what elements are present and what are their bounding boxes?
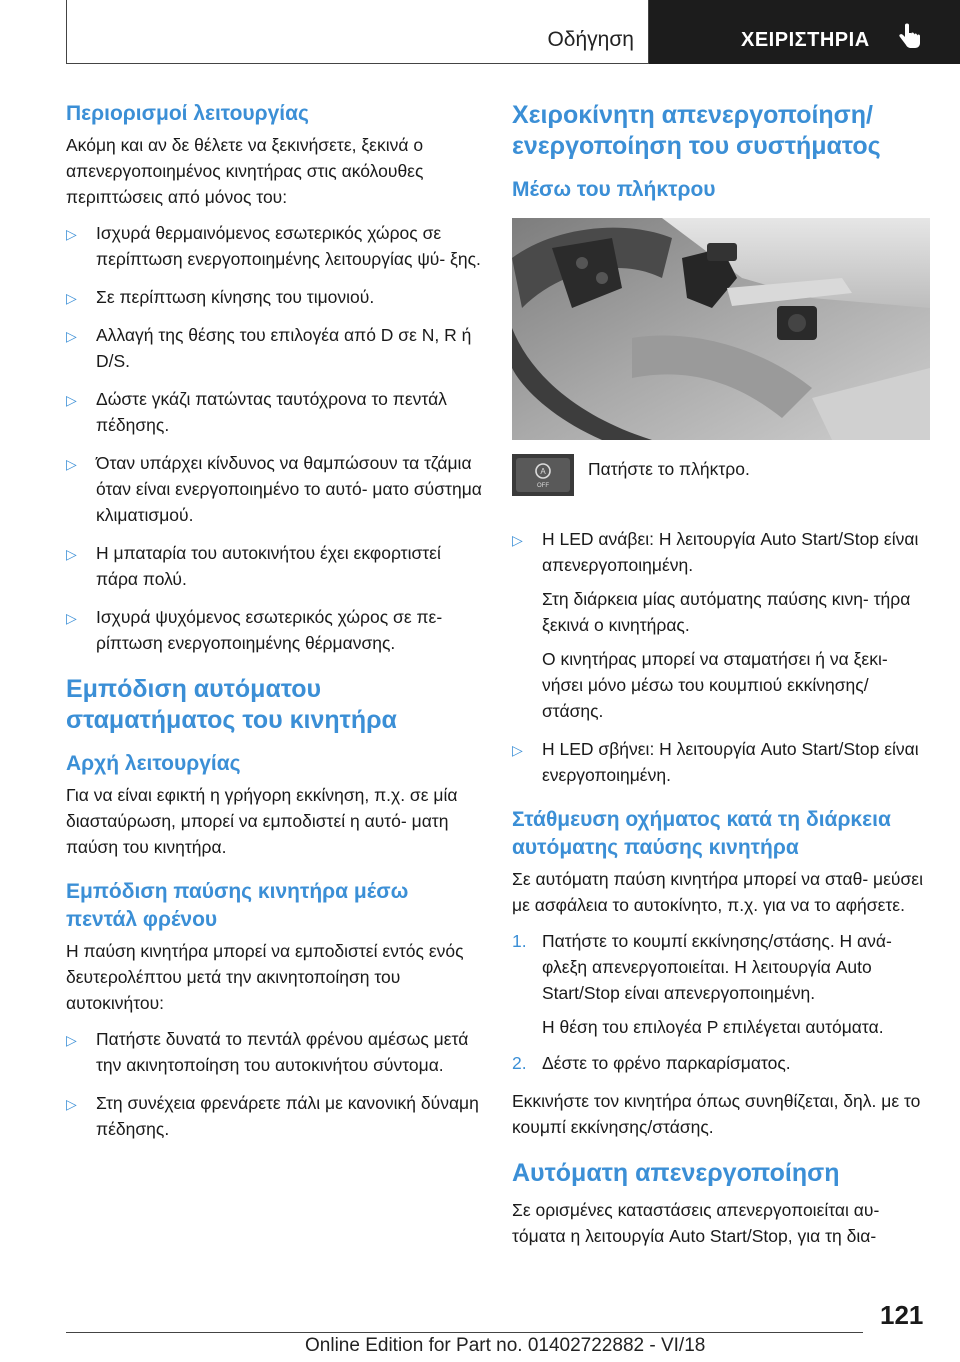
list-item: ▷ Πατήστε δυνατά το πεντάλ φρένου αμέσως μετά την ακινητοποίηση του αυτοκινήτου σύντομα. — [66, 1029, 469, 1075]
list-item: ▷ Η μπαταρία του αυτοκινήτου έχει εκφορτιστεί πάρα πολύ. — [66, 543, 441, 589]
list-item: ▷ Ισχυρά θερμαινόμενος εσωτερικός χώρος σε περίπτωση ενεργοποιημένης λειτουργίας ψύ‐ ξης. — [66, 223, 481, 269]
triangle-right-icon: ▷ — [512, 532, 523, 548]
list-item: 2. Δέστε το φρένο παρκαρίσματος. — [512, 1053, 791, 1073]
triangle-right-icon: ▷ — [66, 392, 77, 408]
principle-heading: Αρχή λειτουργίας — [66, 752, 241, 775]
list-item: ▷ Σε περίπτωση κίνησης του τιμονιού. — [66, 284, 484, 310]
svg-text:A: A — [540, 467, 546, 476]
auto-off-heading: Αυτόματη απενεργοποίηση — [512, 1159, 840, 1187]
footer-divider — [66, 1332, 863, 1333]
brake-heading: Εμπόδιση παύσης κινητήρα μέσω πεντάλ φρένου — [66, 880, 409, 931]
park-heading: Στάθμευση οχήματος κατά τη διάρκεια αυτόματης παύσης κινητήρα — [512, 808, 891, 859]
chapter-tab[interactable] — [649, 0, 960, 64]
triangle-right-icon: ▷ — [66, 456, 77, 472]
restart-text: Εκκινήστε τον κινητήρα όπως συνηθίζεται, δηλ. με το κουμπί εκκίνησης/στάσης. — [512, 1091, 921, 1137]
park-text: Σε αυτόματη παύση κινητήρα μπορεί να σταθ‐ μεύσει με ασφάλεια το αυτοκίνητο, π.χ. για να το αφήσετε. — [512, 869, 923, 915]
list-item: ▷ Ισχυρά ψυχόμενος εσωτερικός χώρος σε πε‐ ρίπτωση ενεργοποιημένης θέρμανσης. — [66, 607, 443, 653]
right-column — [512, 100, 930, 1259]
brake-text: Η παύση κινητήρα μπορεί να εμποδιστεί εντός ενός δευτερολέπτου μετά την ακινητοποίηση του αυτοκινήτου: — [66, 941, 464, 1013]
brake-list — [66, 1026, 484, 1142]
page-number: 121 — [880, 1300, 924, 1330]
principle-text: Για να είναι εφικτή η γρήγορη εκκίνηση, π.χ. σε μία διασταύρωση, μπορεί να εμποδιστεί η αυτό‐ ματη παύση του κινητήρα. — [66, 785, 458, 857]
list-item: 1. Πατήστε το κουμπί εκκίνησης/στάσης. Η ανά‐ φλεξη απενεργοποιείται. Η λειτουργία Auto Start/Stop είναι απενεργοποιημένη. Η θέση του επιλογέα P επιλέγεται αυτόματα. — [512, 931, 892, 1037]
button-off-text: OFF — [537, 483, 549, 489]
list-item: ▷ Στη συνέχεια φρενάρετε πάλι με κανονική δύναμη πέδησης. — [66, 1093, 479, 1139]
triangle-right-icon: ▷ — [66, 1096, 77, 1112]
steering-wheel-photo — [512, 218, 930, 440]
auto-start-stop-button-icon[interactable] — [512, 454, 574, 496]
left-column — [66, 100, 484, 1160]
triangle-right-icon: ▷ — [66, 226, 77, 242]
triangle-right-icon: ▷ — [66, 1032, 77, 1048]
limits-intro: Ακόμη και αν δε θέλετε να ξεκινήσετε, ξεκινά ο απενεργοποιημένος κινητήρας στις ακόλουθες περιπτώσεις από μόνος του: — [66, 135, 424, 207]
button-heading: Μέσω του πλήκτρου — [512, 178, 716, 201]
prevent-heading: Εμπόδιση αυτόματου σταματήματος του κινητήρα — [66, 675, 397, 734]
triangle-right-icon: ▷ — [66, 610, 77, 626]
list-item: ▷ Όταν υπάρχει κίνδυνος να θαμπώσουν τα τζάμια όταν είναι ενεργοποιημένο το αυτό‐ ματο σύστημα κλιματισμού. — [66, 453, 482, 525]
hand-pointer-icon — [894, 22, 924, 52]
button-caption: Πατήστε το πλήκτρο. — [588, 459, 750, 479]
led-list — [512, 526, 930, 788]
auto-off-text: Σε ορισμένες καταστάσεις απενεργοποιείται αυ‐ τόματα η λειτουργία Auto Start/Stop, για τη δια‐ — [512, 1200, 880, 1246]
list-item: ▷ Η LED ανάβει: Η λειτουργία Auto Start/Stop είναι απενεργοποιημένη. Στη διάρκεια μίας αυτόματης παύσης κινη‐ τήρα ξεκινά ο κινητήρας. Ο κινητήρας μπορεί να σταματήσει ή να ξεκι‐ νήσει μόνο μέσω του κουμπιού εκκίνησης/ στάσης. — [512, 529, 919, 721]
triangle-right-icon: ▷ — [66, 546, 77, 562]
chapter-title: ΧΕΙΡΙΣΤΗΡΙΑ — [741, 29, 870, 51]
triangle-right-icon: ▷ — [66, 328, 77, 344]
limits-list — [66, 220, 484, 656]
button-row — [512, 454, 930, 514]
list-item: ▷ Η LED σβήνει: Η λειτουργία Auto Start/Stop είναι ενεργοποιημένη. — [512, 739, 919, 785]
triangle-right-icon: ▷ — [66, 290, 77, 306]
section-title: Οδήγηση — [547, 28, 634, 51]
manual-heading: Χειροκίνητη απενεργοποίηση/ ενεργοποίηση του συστήματος — [512, 101, 881, 160]
footer-edition: Online Edition for Part no. 01402722882 - VI/18 — [305, 1335, 706, 1356]
limits-heading: Περιορισμοί λειτουργίας — [66, 102, 309, 125]
triangle-right-icon: ▷ — [512, 742, 523, 758]
park-steps — [512, 928, 930, 1076]
list-item: ▷ Δώστε γκάζι πατώντας ταυτόχρονα το πεντάλ πέδησης. — [66, 389, 447, 435]
list-item: ▷ Αλλαγή της θέσης του επιλογέα από D σε N, R ή D/S. — [66, 325, 472, 371]
